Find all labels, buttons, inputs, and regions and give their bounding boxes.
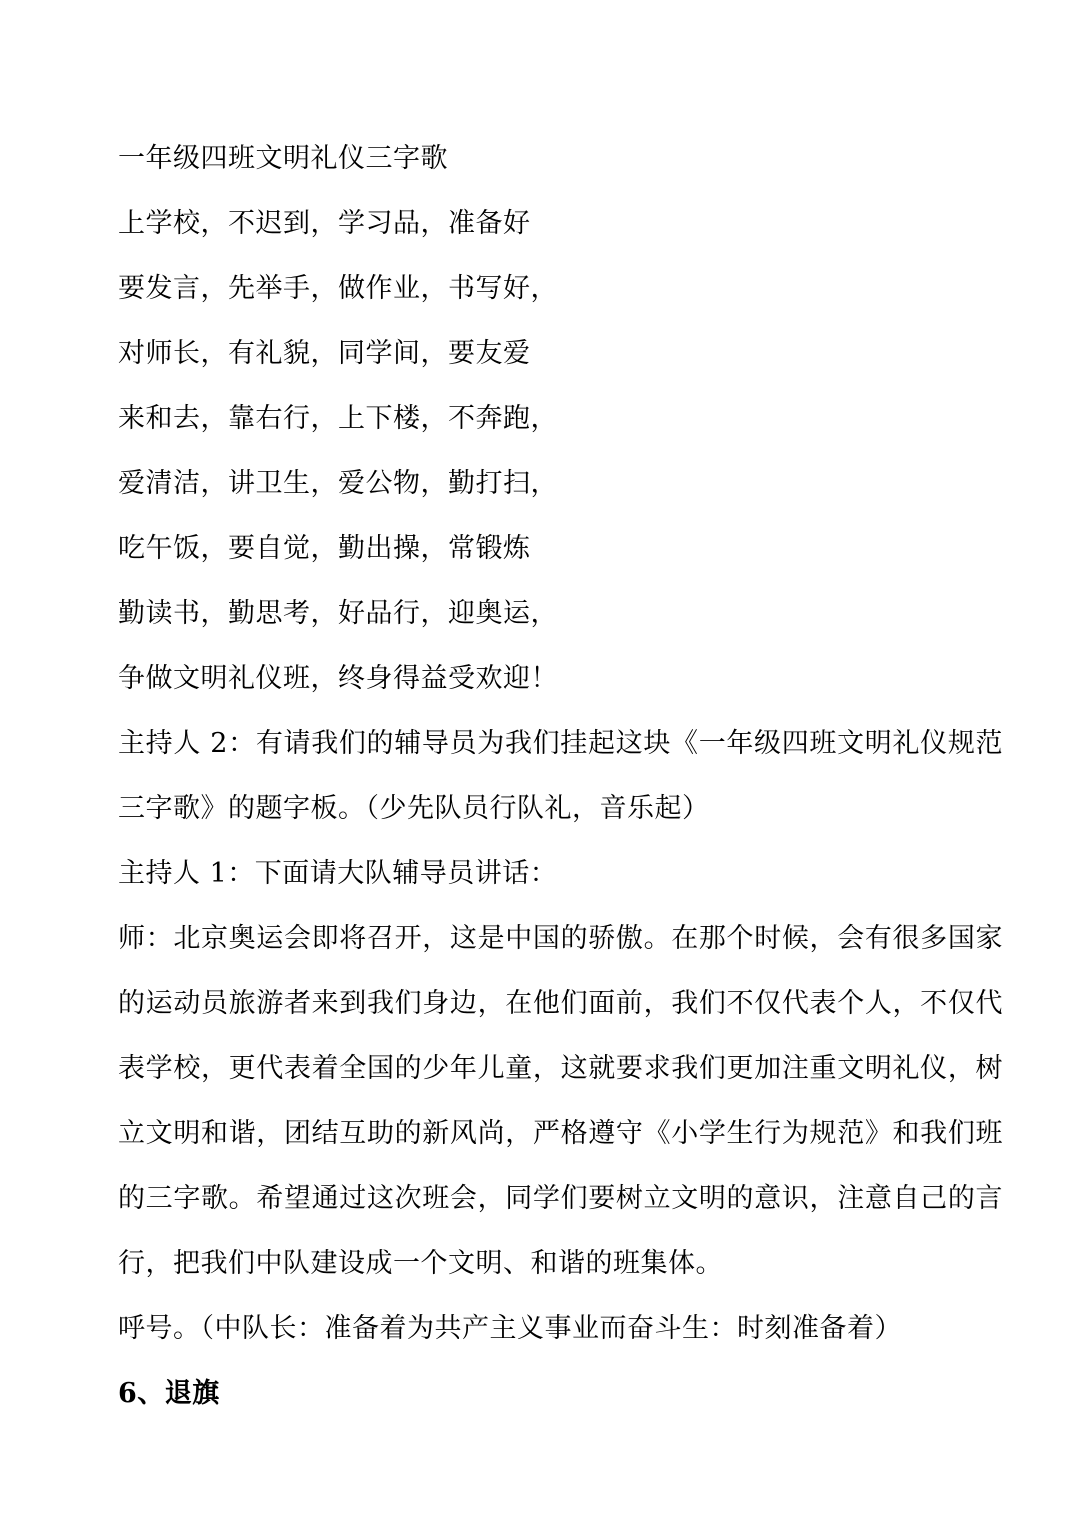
document-body: [118, 126, 1003, 1426]
verse-line-1: 上学校，不迟到，学习品，准备好: [118, 208, 531, 239]
verse-line-5: 爱清洁，讲卫生，爱公物，勤打扫，: [118, 468, 558, 499]
verse-line-6: 吃午饭，要自觉，勤出操，常锻炼: [118, 533, 531, 564]
host2-paragraph: 主持人 2：有请我们的辅导员为我们挂起这块《一年级四班文明礼仪规范三字歌》的题字板。（少先队员行队礼，音乐起）: [118, 728, 1003, 824]
verse-line-7: 勤读书，勤思考，好品行，迎奥运，: [118, 598, 558, 629]
slogan-paragraph: 呼号。（中队长：准备着为共产主义事业而奋斗生：时刻准备着）: [118, 1313, 902, 1344]
verse-line-4: 来和去，靠右行，上下楼，不奔跑，: [118, 403, 558, 434]
verse-line-8: 争做文明礼仪班，终身得益受欢迎！: [118, 663, 558, 694]
section-heading: 6、退旗: [118, 1378, 220, 1409]
verse-line-3: 对师长，有礼貌，同学间，要友爱: [118, 338, 531, 369]
teacher-speech-paragraph: 师：北京奥运会即将召开，这是中国的骄傲。在那个时候，会有很多国家的运动员旅游者来到我们身边，在他们面前，我们不仅代表个人，不仅代表学校，更代表着全国的少年儿童，这就要求我们更加注重文明礼仪，树立文明和谐，团结互助的新风尚，严格遵守《小学生行为规范》和我们班的三字歌。希望通过这次班会，同学们要树立文明的意识，注意自己的言行，把我们中队建设成一个文明、和谐的班集体。: [118, 923, 1003, 1279]
verse-line-2: 要发言，先举手，做作业，书写好，: [118, 273, 558, 304]
host1-paragraph: 主持人 1：下面请大队辅导员讲话：: [118, 858, 558, 889]
document-title: 一年级四班文明礼仪三字歌: [118, 143, 448, 174]
